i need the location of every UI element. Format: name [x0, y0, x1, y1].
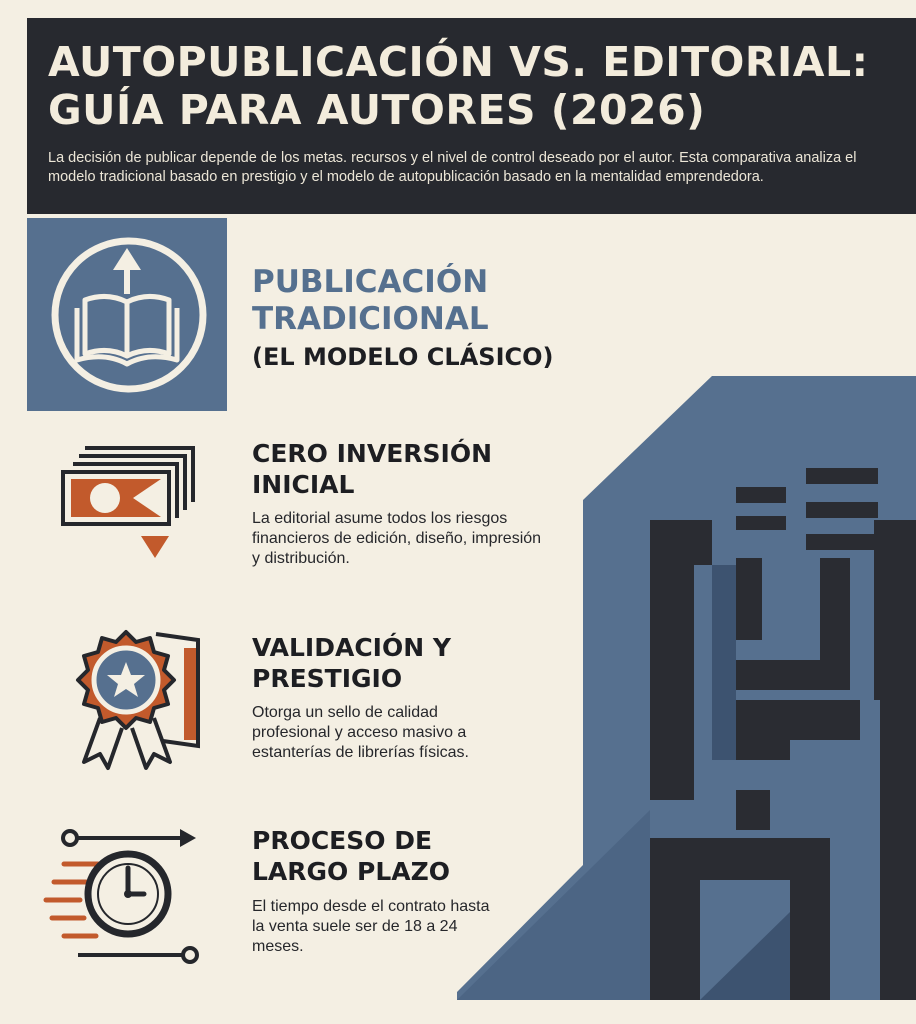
feature-title-line2: LARGO PLAZO [252, 857, 450, 886]
feature-title-line1: VALIDACIÓN Y [252, 633, 451, 662]
feature-title-line2: INICIAL [252, 470, 355, 499]
feature-description: El tiempo desde el contrato hasta la venta suele ser de 18 a 24 meses. [252, 898, 490, 955]
section-title [252, 264, 672, 338]
feature-title [252, 438, 572, 500]
feature-description: Otorga un sello de calidad profesional y acceso masivo a estanterías de librerías físicas. [252, 704, 469, 761]
feature-title [252, 632, 572, 694]
section-title-line1: PUBLICACIÓN [252, 264, 489, 300]
feature-title-line1: CERO INVERSIÓN [252, 439, 493, 468]
feature-title-line2: PRESTIGIO [252, 664, 403, 693]
open-book-upload-icon [27, 218, 227, 411]
intro-text: La decisión de publicar depende de los metas. recursos y el nivel de control deseado por el autor. Esta comparativa analiza el modelo tradicional basado en prestigio y el modelo de autopublicación basado en la mentalidad emprendedora. [48, 150, 857, 185]
clock-timeline-icon [38, 822, 203, 972]
money-stack-icon [55, 438, 205, 573]
section-subtitle: (EL MODELO CLÁSICO) [252, 343, 554, 371]
page-title-line1: AUTOPUBLICACIÓN VS. EDITORIAL: [48, 38, 869, 86]
section-title-line2: TRADICIONAL [252, 301, 489, 337]
traditional-icon-panel [27, 218, 227, 411]
page-title-line2: GUÍA PARA AUTORES (2026) [48, 86, 706, 134]
feature-title-line1: PROCESO DE [252, 826, 433, 855]
award-badge-icon [66, 626, 206, 771]
feature-title [252, 825, 572, 887]
feature-description: La editorial asume todos los riesgos financieros de edición, diseño, impresión y distribución. [252, 510, 542, 567]
